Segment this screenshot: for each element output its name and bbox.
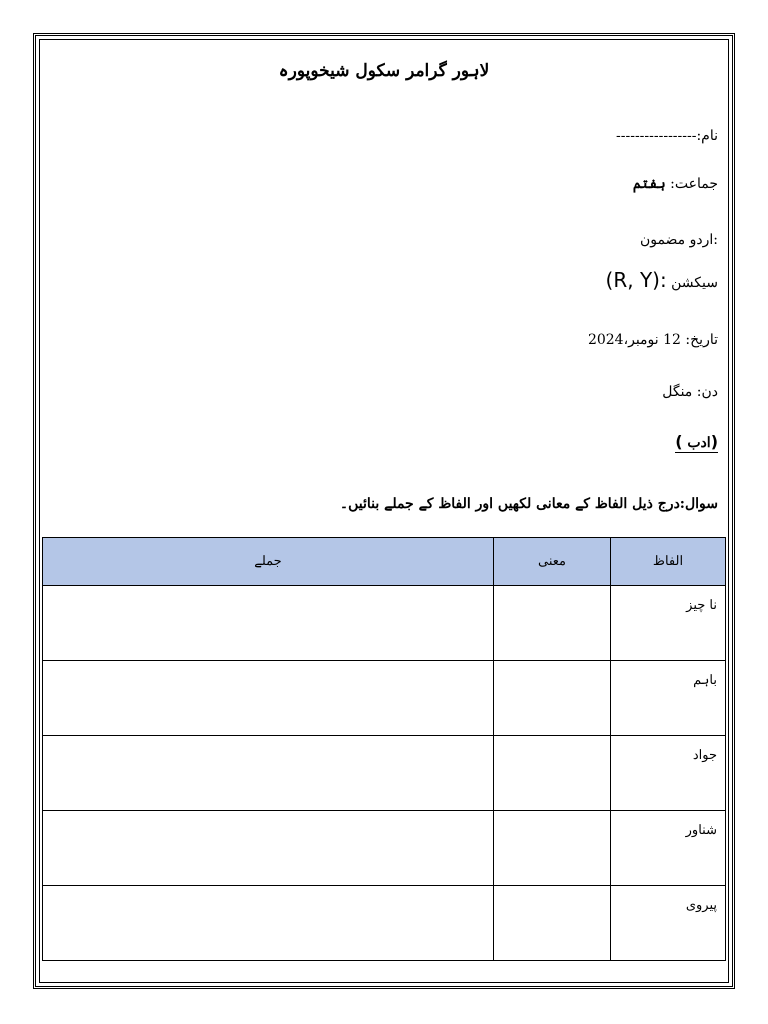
sentence-cell[interactable] [43, 886, 494, 961]
word-cell: نا چیز [611, 586, 726, 661]
section-field [606, 268, 718, 292]
word-cell: باہم [611, 661, 726, 736]
question-text: سوال:درج ذیل الفاظ کے معانی لکھیں اور الفاظ کے جملے بنائیں۔ [339, 496, 718, 512]
word-cell: شناور [611, 811, 726, 886]
school-title: لاہور گرامر سکول شیخوپورہ [278, 61, 490, 81]
sentence-cell[interactable] [43, 811, 494, 886]
sentence-cell[interactable] [43, 661, 494, 736]
table-row [43, 661, 726, 736]
date-field: تاریخ: 12 نومبر،2024 [587, 332, 718, 348]
heading-paren-close: ) [675, 432, 683, 451]
heading-text: ادب [687, 435, 711, 451]
meaning-cell[interactable] [494, 736, 611, 811]
name-field: نام:----------------- [616, 128, 718, 144]
section-label: سیکشن [666, 275, 718, 291]
table-row [43, 586, 726, 661]
table-row [43, 811, 726, 886]
header-meaning: معنی [494, 538, 611, 586]
section-value: (R, Y): [605, 268, 667, 292]
table-header-row [43, 538, 726, 586]
vocabulary-table [42, 537, 726, 961]
meaning-cell[interactable] [494, 886, 611, 961]
section-heading [675, 432, 718, 453]
word-cell: جواد [611, 736, 726, 811]
meaning-cell[interactable] [494, 811, 611, 886]
meaning-cell[interactable] [494, 661, 611, 736]
day-field: دن: منگل [662, 384, 718, 400]
table-row [43, 886, 726, 961]
class-value: ہفتم [632, 176, 666, 192]
sentence-cell[interactable] [43, 586, 494, 661]
table-row [43, 736, 726, 811]
subject-field: :اردو مضمون [639, 232, 718, 248]
heading-paren-open: ( [710, 432, 718, 451]
sentence-cell[interactable] [43, 736, 494, 811]
header-sentences: جملے [43, 538, 494, 586]
meaning-cell[interactable] [494, 586, 611, 661]
word-cell: پیروی [611, 886, 726, 961]
class-label: جماعت: [665, 176, 718, 192]
header-words: الفاظ [611, 538, 726, 586]
class-field [633, 176, 718, 192]
